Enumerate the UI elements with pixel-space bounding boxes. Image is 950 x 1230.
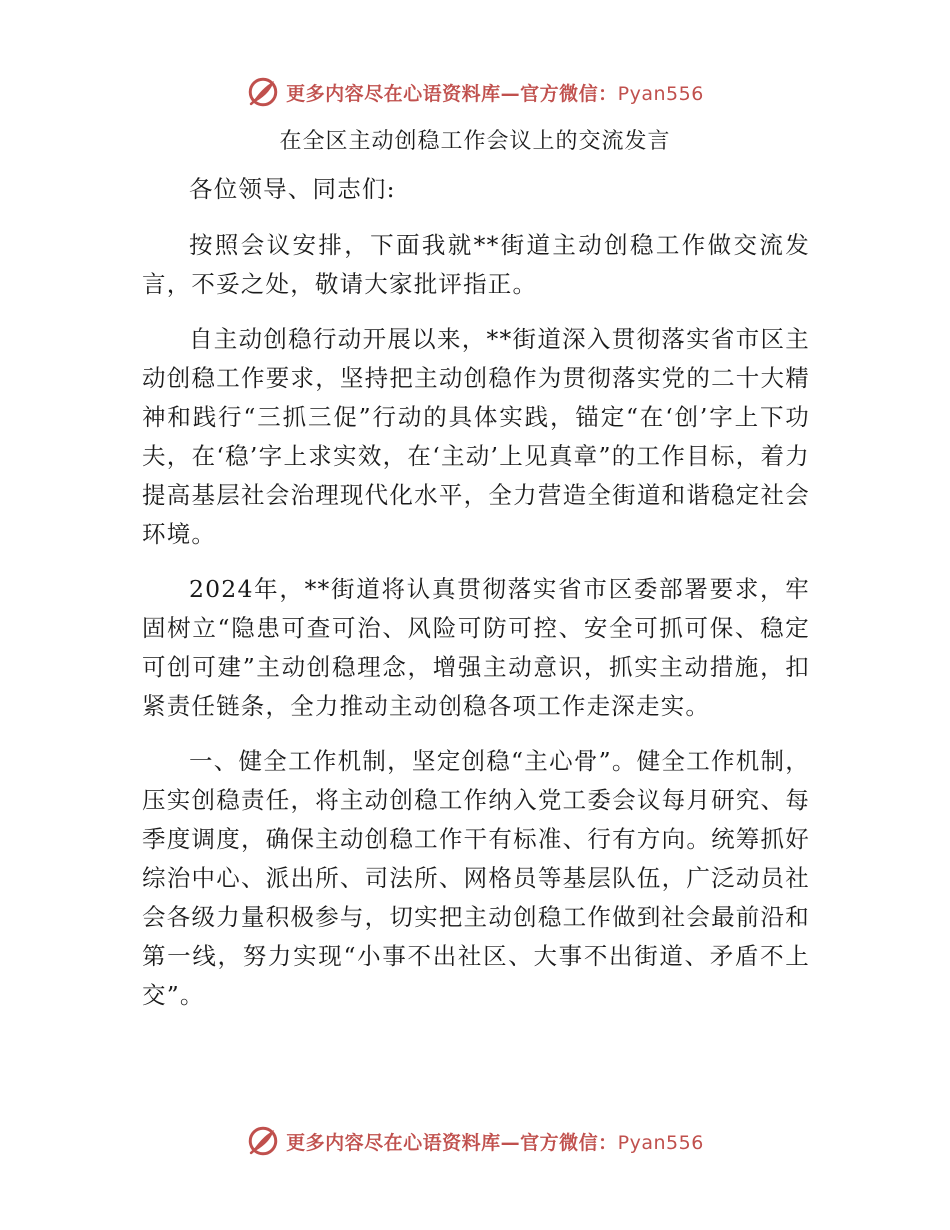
- leaf-circle-logo-icon: [246, 75, 280, 109]
- watermark-text: 更多内容尽在心语资料库—官方微信：Pyan556: [286, 1131, 704, 1154]
- watermark-handle: Pyan556: [617, 82, 704, 105]
- paragraph: 按照会议安排，下面我就**街道主动创稳工作做交流发言，不妥之处，敬请大家批评指正。: [142, 231, 810, 298]
- watermark-handle: Pyan556: [617, 1131, 704, 1154]
- header-watermark: [0, 72, 950, 112]
- footer-watermark: [0, 1121, 950, 1161]
- watermark-text: 更多内容尽在心语资料库—官方微信：Pyan556: [286, 82, 704, 105]
- document-title: 在全区主动创稳工作会议上的交流发言: [279, 129, 671, 154]
- paragraph: 一、健全工作机制，坚定创稳“主心骨”。健全工作机制，压实创稳责任，将主动创稳工作纳入党工委会议每月研究、每季度调度，确保主动创稳工作干有标准、行有方向。统筹抓好综治中心、派出所、司法所、网格员等基层队伍，广泛动员社会各级力量积极参与，切实把主动创稳工作做到社会最前沿和第一线，努力实现“小事不出社区、大事不出街道、矛盾不上交”。: [142, 747, 810, 1009]
- paragraph: 自主动创稳行动开展以来，**街道深入贯彻落实省市区主动创稳工作要求，坚持把主动创稳作为贯彻落实党的二十大精神和践行“三抓三促”行动的具体实践，锚定“在‘创’字上下功夫，在‘稳’字上求实效，在‘主动’上见真章”的工作目标，着力提高基层社会治理现代化水平，全力营造全街道和谐稳定社会环境。: [142, 325, 810, 548]
- leaf-circle-logo-icon: [246, 1124, 280, 1158]
- salutation: 各位领导、同志们:: [189, 175, 396, 203]
- document-body: [142, 170, 810, 1031]
- paragraph: 2024年，**街道将认真贯彻落实省市区委部署要求，牢固树立“隐患可查可治、风险可防可控、安全可抓可保、稳定可创可建”主动创稳理念，增强主动意识，抓实主动措施，扣紧责任链条，全力推动主动创稳各项工作走深走实。: [142, 575, 810, 720]
